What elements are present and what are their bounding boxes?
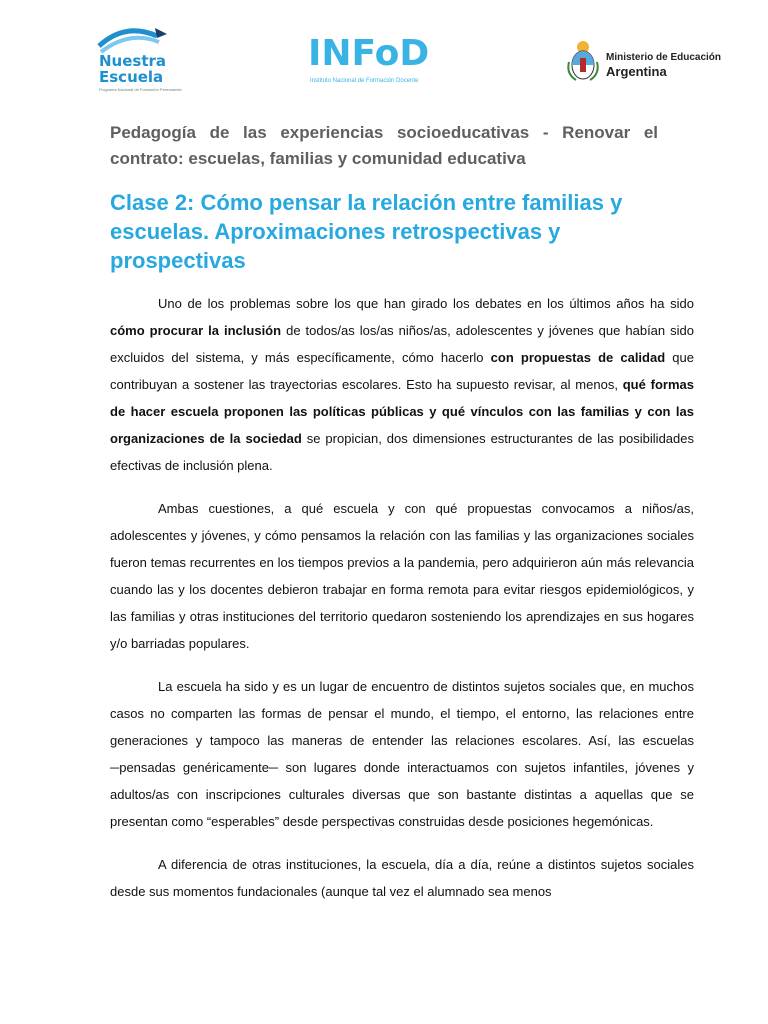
nuestra-escuela-swoosh-icon: [95, 22, 175, 54]
paragraph-1: [110, 290, 694, 479]
paragraph-4: A diferencia de otras instituciones, la escuela, día a día, reúne a distintos sujetos sociales desde sus momentos fundacionales (aunque tal vez el alumnado sea menos: [110, 857, 694, 899]
class-heading: Clase 2: Cómo pensar la relación entre familias y escuelas. Aproximaciones retrospectivas y prospectivas: [110, 190, 623, 273]
paragraph-2: Ambas cuestiones, a qué escuela y con qué propuestas convocamos a niños/as, adolescentes y jóvenes, y cómo pensamos la relación con las familias y las organizaciones sociales fueron temas recurrentes en los tiempos previos a la pandemia, pero adquirieron aún más relevancia cuando las y los docentes debieron trabajar en forma remota para evitar riesgos epidemiológicos, y las familias y otras instituciones del territorio quedaron sosteniendo los aprendizajes en sus hogares y/o barriadas populares.: [110, 501, 694, 651]
infod-logo: [300, 33, 440, 92]
document-body: [110, 290, 694, 921]
infod-wordmark: INFoD: [308, 33, 430, 74]
course-title: Pedagogía de las experiencias socioeducativas - Renovar el contrato: escuelas, familias y comunidad educativa: [110, 123, 658, 168]
paragraph-3: La escuela ha sido y es un lugar de encuentro de distintos sujetos sociales que, en muchos casos no comparten las formas de pensar el mundo, el tiempo, el entorno, las relaciones entre generaciones y tampoco las maneras de entender las relaciones escolares. Así, las escuelas ─pensadas genéricamente─ son lugares donde interactuamos con sujetos infantiles, jóvenes y adultos/as con inscripciones culturales diversas que son bastante distintas a aquellas que se presentan como “esperables” desde perspectivas construidas desde posiciones hegemónicas.: [110, 679, 694, 829]
p1-bold-3: qué formas de hacer escuela proponen las políticas públicas y qué vínculos con las familias y con las organizaciones de la sociedad: [110, 377, 694, 446]
p1-text-2: de todos/as los/as niños/as, adolescentes y jóvenes que habían sido excluidos del sistema, y más específicamente, cómo hacerlo: [110, 323, 694, 365]
nuestra-escuela-subtitle: Programa Nacional de Formación Permanente: [99, 87, 182, 92]
nuestra-escuela-logo: [95, 22, 185, 97]
p1-bold-2: con propuestas de calidad: [490, 350, 666, 365]
p1-bold-1: cómo procurar la inclusión: [110, 323, 282, 338]
p1-text-4: se propician, dos dimensiones estructurantes de las posibilidades efectivas de inclusión plena.: [110, 431, 694, 473]
nuestra-escuela-line1: Nuestra: [99, 52, 167, 70]
ministerio-line2: Argentina: [606, 64, 667, 79]
p1-text-1: Uno de los problemas sobre los que han girado los debates en los últimos años ha sido: [158, 296, 694, 311]
nuestra-escuela-line2: Escuela: [99, 68, 164, 86]
ministerio-logo: [566, 40, 722, 86]
p1-text-3: que contribuyan a sostener las trayectorias escolares. Esto ha supuesto revisar, al menos,: [110, 350, 694, 392]
infod-subtitle: Instituto Nacional de Formación Docente: [310, 78, 419, 84]
ministerio-line1: Ministerio de Educación: [606, 52, 722, 63]
argentina-coat-of-arms-icon: [566, 40, 600, 82]
